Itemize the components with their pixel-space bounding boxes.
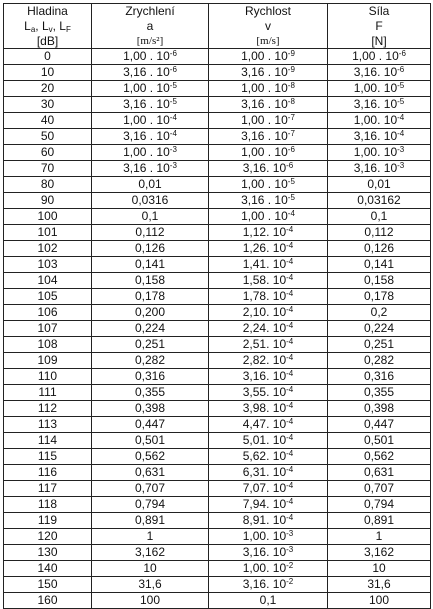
acceleration-cell: 0,562 — [92, 449, 209, 465]
velocity-cell: 5,01. $10^{-4}$ — [209, 433, 328, 449]
level-cell: 115 — [4, 449, 92, 465]
force-cell: 0,126 — [328, 241, 431, 257]
level-cell: 20 — [4, 81, 92, 97]
header-level-symbol: $L_a$, $L_v$, $L_F$ — [4, 20, 92, 34]
force-cell: 3,16. $10^{-6}$ — [328, 65, 431, 81]
acceleration-cell: 0,707 — [92, 481, 209, 497]
velocity-cell: 2,10. $10^{-4}$ — [209, 305, 328, 321]
table-row — [4, 449, 431, 465]
table-row — [4, 97, 431, 113]
velocity-cell: 2,82. $10^{-4}$ — [209, 353, 328, 369]
velocity-cell: 3,16. $10^{-3}$ — [209, 545, 328, 561]
force-cell: 1,00. $10^{-4}$ — [328, 113, 431, 129]
table-body — [4, 49, 431, 609]
acceleration-cell: 0,316 — [92, 369, 209, 385]
acceleration-cell: 0,631 — [92, 465, 209, 481]
acceleration-cell: 0,447 — [92, 417, 209, 433]
level-cell: 103 — [4, 257, 92, 273]
level-cell: 106 — [4, 305, 92, 321]
table-row — [4, 369, 431, 385]
acceleration-cell: 3,16 . $10^{-6}$ — [92, 65, 209, 81]
velocity-cell: 1,00. $10^{-2}$ — [209, 561, 328, 577]
table-row — [4, 177, 431, 193]
force-cell: 0,355 — [328, 385, 431, 401]
force-cell: 3,16. $10^{-3}$ — [328, 161, 431, 177]
acceleration-cell: 0,398 — [92, 401, 209, 417]
table-row — [4, 145, 431, 161]
velocity-cell: 3,16 . $10^{-8}$ — [209, 97, 328, 113]
velocity-cell: 4,47. $10^{-4}$ — [209, 417, 328, 433]
velocity-cell: 1,00. $10^{-3}$ — [209, 529, 328, 545]
acceleration-cell: 0,126 — [92, 241, 209, 257]
level-cell: 108 — [4, 337, 92, 353]
force-cell: 0,447 — [328, 417, 431, 433]
level-cell: 111 — [4, 385, 92, 401]
header-force-symbol: F — [328, 20, 431, 34]
table-row — [4, 209, 431, 225]
force-cell: 0,03162 — [328, 193, 431, 209]
table-row — [4, 257, 431, 273]
force-cell: 1,00. $10^{-5}$ — [328, 81, 431, 97]
acceleration-cell: 1,00 . $10^{-6}$ — [92, 49, 209, 65]
force-cell: 10 — [328, 561, 431, 577]
velocity-cell: 3,55. $10^{-4}$ — [209, 385, 328, 401]
acceleration-cell: 0,251 — [92, 337, 209, 353]
header-velocity-title: Rychlost — [209, 4, 328, 20]
acceleration-cell: 3,16 . $10^{-4}$ — [92, 129, 209, 145]
acceleration-cell: 0,01 — [92, 177, 209, 193]
force-cell: 31,6 — [328, 577, 431, 593]
velocity-cell: 1,00 . $10^{-4}$ — [209, 209, 328, 225]
acceleration-cell: 0,200 — [92, 305, 209, 321]
header-velocity-unit: [m/s] — [209, 34, 328, 49]
force-cell: 0,707 — [328, 481, 431, 497]
level-cell: 0 — [4, 49, 92, 65]
velocity-cell: 1,41. $10^{-4}$ — [209, 257, 328, 273]
velocity-cell: 5,62. $10^{-4}$ — [209, 449, 328, 465]
level-cell: 40 — [4, 113, 92, 129]
velocity-cell: 2,51. $10^{-4}$ — [209, 337, 328, 353]
force-cell: 0,316 — [328, 369, 431, 385]
force-cell: 0,224 — [328, 321, 431, 337]
level-cell: 160 — [4, 593, 92, 609]
velocity-cell: 3,16 . $10^{-9}$ — [209, 65, 328, 81]
acceleration-cell: 0,141 — [92, 257, 209, 273]
acceleration-cell: 0,178 — [92, 289, 209, 305]
table-row — [4, 353, 431, 369]
acceleration-cell: 0,1 — [92, 209, 209, 225]
acceleration-cell: 0,158 — [92, 273, 209, 289]
level-cell: 119 — [4, 513, 92, 529]
table-row — [4, 561, 431, 577]
acceleration-cell: 31,6 — [92, 577, 209, 593]
level-cell: 114 — [4, 433, 92, 449]
acceleration-cell: 1 — [92, 529, 209, 545]
velocity-cell: 3,16. $10^{-6}$ — [209, 161, 328, 177]
table-row — [4, 545, 431, 561]
header-acceleration-symbol: a — [92, 20, 209, 34]
level-cell: 113 — [4, 417, 92, 433]
force-cell: 1,00. $10^{-3}$ — [328, 145, 431, 161]
table-row — [4, 481, 431, 497]
velocity-cell: 0,1 — [209, 593, 328, 609]
table-row — [4, 385, 431, 401]
acceleration-cell: 10 — [92, 561, 209, 577]
velocity-cell: 3,16. $10^{-4}$ — [209, 369, 328, 385]
force-cell: 1 — [328, 529, 431, 545]
level-cell: 110 — [4, 369, 92, 385]
acceleration-cell: 3,16 . $10^{-3}$ — [92, 161, 209, 177]
table-row — [4, 465, 431, 481]
acceleration-cell: 100 — [92, 593, 209, 609]
header-velocity-symbol: v — [209, 20, 328, 34]
level-cell: 101 — [4, 225, 92, 241]
force-cell: 0,282 — [328, 353, 431, 369]
force-cell: 0,112 — [328, 225, 431, 241]
level-cell: 50 — [4, 129, 92, 145]
table-row — [4, 337, 431, 353]
header-acceleration-unit: [m/s²] — [92, 34, 209, 49]
table-row — [4, 241, 431, 257]
force-cell: 0,631 — [328, 465, 431, 481]
acceleration-cell: 0,112 — [92, 225, 209, 241]
level-cell: 112 — [4, 401, 92, 417]
header-force-unit: [N] — [328, 34, 431, 49]
table-row — [4, 529, 431, 545]
acceleration-cell: 1,00 . $10^{-5}$ — [92, 81, 209, 97]
velocity-cell: 1,12. $10^{-4}$ — [209, 225, 328, 241]
level-cell: 140 — [4, 561, 92, 577]
force-cell: 0,398 — [328, 401, 431, 417]
acceleration-cell: 0,794 — [92, 497, 209, 513]
table-row — [4, 113, 431, 129]
conversion-table — [3, 3, 431, 609]
acceleration-cell: 0,0316 — [92, 193, 209, 209]
table-row — [4, 433, 431, 449]
acceleration-cell: 0,891 — [92, 513, 209, 529]
table-row — [4, 305, 431, 321]
header-units-row — [4, 34, 431, 49]
velocity-cell: 1,26. $10^{-4}$ — [209, 241, 328, 257]
level-cell: 90 — [4, 193, 92, 209]
level-cell: 10 — [4, 65, 92, 81]
force-cell: 0,501 — [328, 433, 431, 449]
level-cell: 105 — [4, 289, 92, 305]
table-row — [4, 273, 431, 289]
acceleration-cell: 1,00 . $10^{-4}$ — [92, 113, 209, 129]
table-row — [4, 289, 431, 305]
table-row — [4, 65, 431, 81]
velocity-cell: 6,31. $10^{-4}$ — [209, 465, 328, 481]
level-cell: 118 — [4, 497, 92, 513]
force-cell: 100 — [328, 593, 431, 609]
force-cell: 0,01 — [328, 177, 431, 193]
velocity-cell: 7,07. $10^{-4}$ — [209, 481, 328, 497]
level-cell: 120 — [4, 529, 92, 545]
level-cell: 100 — [4, 209, 92, 225]
table-row — [4, 417, 431, 433]
table-row — [4, 129, 431, 145]
level-cell: 80 — [4, 177, 92, 193]
header-acceleration-title: Zrychlení — [92, 4, 209, 20]
force-cell: 0,1 — [328, 209, 431, 225]
table-row — [4, 81, 431, 97]
velocity-cell: 3,16 . $10^{-7}$ — [209, 129, 328, 145]
force-cell: 1,00 . $10^{-6}$ — [328, 49, 431, 65]
table-row — [4, 513, 431, 529]
velocity-cell: 1,00 . $10^{-7}$ — [209, 113, 328, 129]
acceleration-cell: 3,162 — [92, 545, 209, 561]
table-header — [4, 4, 431, 49]
level-cell: 104 — [4, 273, 92, 289]
level-cell: 130 — [4, 545, 92, 561]
table-row — [4, 577, 431, 593]
table-row — [4, 497, 431, 513]
force-cell: 0,794 — [328, 497, 431, 513]
velocity-cell: 3,16 . $10^{-5}$ — [209, 193, 328, 209]
velocity-cell: 3,16. $10^{-2}$ — [209, 577, 328, 593]
velocity-cell: 7,94. $10^{-4}$ — [209, 497, 328, 513]
header-level-unit: [dB] — [4, 34, 92, 49]
header-symbols-row — [4, 20, 431, 34]
velocity-cell: 1,58. $10^{-4}$ — [209, 273, 328, 289]
force-cell: 3,16. $10^{-5}$ — [328, 97, 431, 113]
force-cell: 3,162 — [328, 545, 431, 561]
level-cell: 116 — [4, 465, 92, 481]
level-cell: 60 — [4, 145, 92, 161]
table-row — [4, 321, 431, 337]
acceleration-cell: 0,224 — [92, 321, 209, 337]
table-row — [4, 193, 431, 209]
force-cell: 0,562 — [328, 449, 431, 465]
velocity-cell: 1,00 . $10^{-5}$ — [209, 177, 328, 193]
force-cell: 0,2 — [328, 305, 431, 321]
force-cell: 0,158 — [328, 273, 431, 289]
velocity-cell: 1,78. $10^{-4}$ — [209, 289, 328, 305]
level-cell: 70 — [4, 161, 92, 177]
table-row — [4, 401, 431, 417]
acceleration-cell: 3,16 . $10^{-5}$ — [92, 97, 209, 113]
header-level-title: Hladina — [4, 4, 92, 20]
acceleration-cell: 0,282 — [92, 353, 209, 369]
velocity-cell: 8,91. $10^{-4}$ — [209, 513, 328, 529]
force-cell: 0,178 — [328, 289, 431, 305]
level-cell: 109 — [4, 353, 92, 369]
force-cell: 0,141 — [328, 257, 431, 273]
force-cell: 0,251 — [328, 337, 431, 353]
table-row — [4, 225, 431, 241]
level-cell: 150 — [4, 577, 92, 593]
acceleration-cell: 0,355 — [92, 385, 209, 401]
force-cell: 3,16. $10^{-4}$ — [328, 129, 431, 145]
header-force-title: Síla — [328, 4, 431, 20]
header-titles-row — [4, 4, 431, 20]
table-row — [4, 593, 431, 609]
level-cell: 102 — [4, 241, 92, 257]
level-cell: 30 — [4, 97, 92, 113]
force-cell: 0,891 — [328, 513, 431, 529]
table-row — [4, 49, 431, 65]
acceleration-cell: 0,501 — [92, 433, 209, 449]
velocity-cell: 1,00 . $10^{-9}$ — [209, 49, 328, 65]
velocity-cell: 3,98. $10^{-4}$ — [209, 401, 328, 417]
level-cell: 117 — [4, 481, 92, 497]
velocity-cell: 1,00 . $10^{-6}$ — [209, 145, 328, 161]
velocity-cell: 1,00 . $10^{-8}$ — [209, 81, 328, 97]
table-row — [4, 161, 431, 177]
velocity-cell: 2,24. $10^{-4}$ — [209, 321, 328, 337]
level-cell: 107 — [4, 321, 92, 337]
acceleration-cell: 1,00 . $10^{-3}$ — [92, 145, 209, 161]
